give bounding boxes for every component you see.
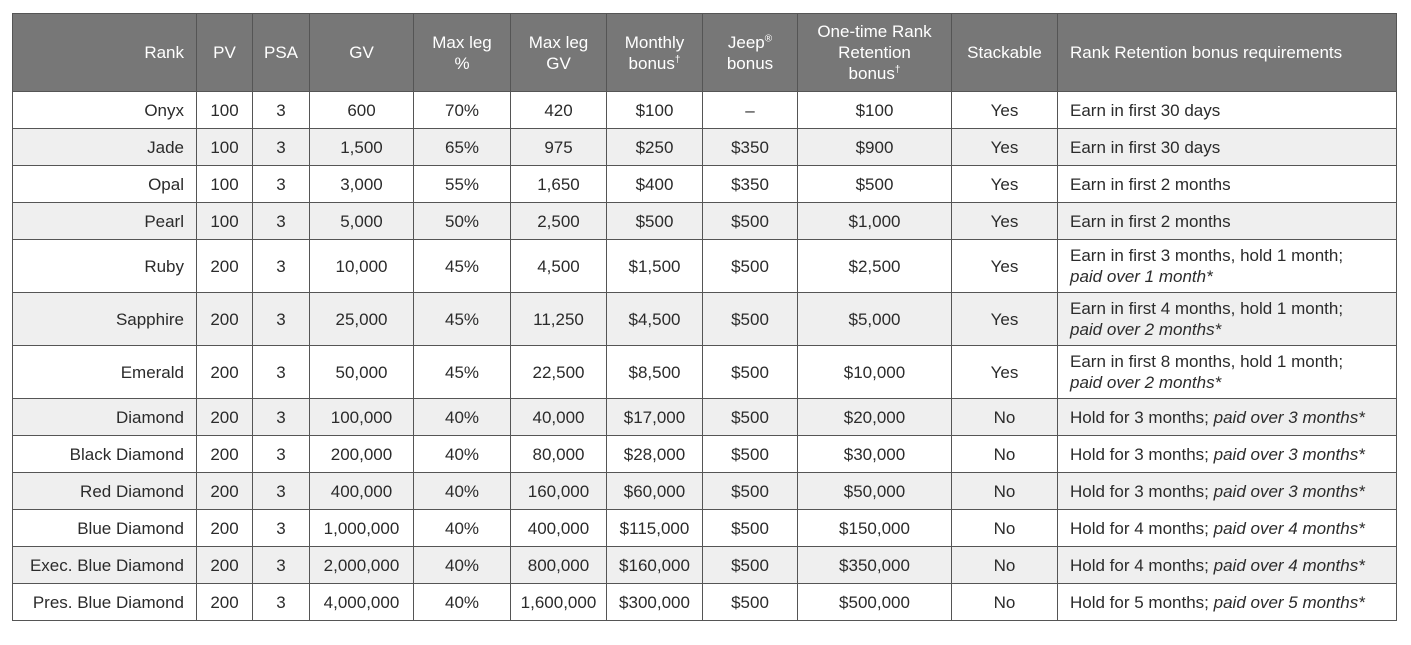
- cell-requirements: [1058, 203, 1397, 240]
- cell-max-leg-pct: 45%: [414, 293, 511, 346]
- cell-max-leg-gv: 975: [511, 129, 607, 166]
- cell-retention-bonus: $1,000: [798, 203, 952, 240]
- cell-monthly-bonus: $28,000: [607, 436, 703, 473]
- requirement-payout-note: paid over 4 months*: [1213, 555, 1365, 575]
- cell-gv: 400,000: [310, 473, 414, 510]
- cell-max-leg-gv: 2,500: [511, 203, 607, 240]
- cell-requirements: [1058, 436, 1397, 473]
- cell-requirements: [1058, 510, 1397, 547]
- requirement-text: Hold for 3 months;: [1070, 481, 1209, 501]
- requirement-text: Earn in first 30 days: [1070, 100, 1221, 120]
- cell-rank: Opal: [13, 166, 197, 203]
- cell-requirements: [1058, 399, 1397, 436]
- cell-monthly-bonus: $1,500: [607, 240, 703, 293]
- requirement-payout-note: paid over 2 months*: [1070, 373, 1222, 392]
- cell-jeep-bonus: $500: [703, 473, 798, 510]
- cell-pv: 200: [197, 399, 253, 436]
- cell-retention-bonus: $500: [798, 166, 952, 203]
- cell-stackable: Yes: [952, 293, 1058, 346]
- cell-retention-bonus: $20,000: [798, 399, 952, 436]
- requirement-text: Hold for 4 months;: [1070, 518, 1209, 538]
- table-row: [13, 129, 1397, 166]
- header-monthly-bonus: [607, 14, 703, 92]
- header-stackable-label: Stackable: [967, 43, 1042, 62]
- cell-stackable: Yes: [952, 240, 1058, 293]
- cell-max-leg-pct: 45%: [414, 346, 511, 399]
- table-header: [13, 14, 1397, 92]
- cell-requirements: [1058, 293, 1397, 346]
- cell-pv: 200: [197, 510, 253, 547]
- header-stackable: [952, 14, 1058, 92]
- table-row: [13, 293, 1397, 346]
- header-pv: [197, 14, 253, 92]
- cell-rank: Exec. Blue Diamond: [13, 547, 197, 584]
- cell-gv: 25,000: [310, 293, 414, 346]
- table-row: [13, 92, 1397, 129]
- cell-pv: 100: [197, 203, 253, 240]
- cell-monthly-bonus: $160,000: [607, 547, 703, 584]
- cell-rank: Red Diamond: [13, 473, 197, 510]
- requirement-text: Hold for 4 months;: [1070, 555, 1209, 575]
- cell-jeep-bonus: $500: [703, 436, 798, 473]
- cell-stackable: No: [952, 473, 1058, 510]
- table-row: [13, 399, 1397, 436]
- cell-gv: 10,000: [310, 240, 414, 293]
- table-body: [13, 92, 1397, 621]
- cell-requirements: [1058, 473, 1397, 510]
- cell-psa: 3: [253, 436, 310, 473]
- header-psa: [253, 14, 310, 92]
- cell-stackable: Yes: [952, 346, 1058, 399]
- cell-stackable: No: [952, 547, 1058, 584]
- cell-max-leg-gv: 1,650: [511, 166, 607, 203]
- requirement-payout-note: paid over 5 months*: [1213, 592, 1365, 612]
- cell-gv: 100,000: [310, 399, 414, 436]
- table-row: [13, 510, 1397, 547]
- cell-psa: 3: [253, 346, 310, 399]
- cell-jeep-bonus: $500: [703, 510, 798, 547]
- cell-max-leg-pct: 40%: [414, 436, 511, 473]
- header-psa-label: PSA: [263, 43, 299, 62]
- requirement-text: Earn in first 2 months: [1070, 211, 1231, 231]
- cell-max-leg-pct: 40%: [414, 547, 511, 584]
- cell-requirements: [1058, 240, 1397, 293]
- cell-monthly-bonus: $8,500: [607, 346, 703, 399]
- cell-max-leg-gv: 800,000: [511, 547, 607, 584]
- cell-pv: 200: [197, 346, 253, 399]
- cell-rank: Ruby: [13, 240, 197, 293]
- cell-jeep-bonus: $500: [703, 399, 798, 436]
- cell-requirements: [1058, 129, 1397, 166]
- header-monthly-bonus-line2: bonus: [628, 53, 675, 73]
- cell-jeep-bonus: $500: [703, 240, 798, 293]
- cell-retention-bonus: $150,000: [798, 510, 952, 547]
- requirement-payout-note: paid over 3 months*: [1213, 481, 1365, 501]
- registered-mark: ®: [764, 32, 773, 44]
- cell-psa: 3: [253, 166, 310, 203]
- cell-max-leg-gv: 22,500: [511, 346, 607, 399]
- requirement-text: Earn in first 2 months: [1070, 174, 1231, 194]
- table-row: [13, 166, 1397, 203]
- requirement-payout-note: paid over 1 month*: [1070, 267, 1213, 286]
- cell-pv: 100: [197, 92, 253, 129]
- cell-rank: Diamond: [13, 399, 197, 436]
- cell-stackable: Yes: [952, 129, 1058, 166]
- requirement-text: Hold for 5 months;: [1070, 592, 1209, 612]
- cell-pv: 200: [197, 473, 253, 510]
- cell-retention-bonus: $350,000: [798, 547, 952, 584]
- table-row: [13, 436, 1397, 473]
- requirement-text: Hold for 3 months;: [1070, 407, 1209, 427]
- cell-retention-bonus: $900: [798, 129, 952, 166]
- cell-rank: Jade: [13, 129, 197, 166]
- header-monthly-bonus-line1: Monthly: [624, 32, 685, 52]
- header-rank-label: Rank: [144, 43, 184, 62]
- cell-monthly-bonus: $500: [607, 203, 703, 240]
- header-row: [13, 14, 1397, 92]
- requirement-text: Earn in first 3 months, hold 1 month;: [1070, 246, 1344, 265]
- cell-max-leg-pct: 40%: [414, 584, 511, 621]
- cell-max-leg-gv: 80,000: [511, 436, 607, 473]
- header-max-leg-gv-line2: GV: [546, 53, 571, 73]
- cell-retention-bonus: $2,500: [798, 240, 952, 293]
- header-jeep-bonus: [703, 14, 798, 92]
- requirement-text: Earn in first 4 months, hold 1 month;: [1070, 299, 1344, 318]
- requirement-text: Earn in first 30 days: [1070, 137, 1221, 157]
- cell-rank: Pearl: [13, 203, 197, 240]
- header-jeep-bonus-line1: Jeep: [727, 32, 765, 52]
- cell-gv: 2,000,000: [310, 547, 414, 584]
- header-jeep-bonus-line2: bonus: [726, 53, 774, 73]
- cell-max-leg-gv: 4,500: [511, 240, 607, 293]
- cell-pv: 200: [197, 436, 253, 473]
- cell-stackable: No: [952, 584, 1058, 621]
- cell-pv: 100: [197, 129, 253, 166]
- table-row: [13, 240, 1397, 293]
- cell-stackable: Yes: [952, 92, 1058, 129]
- cell-pv: 200: [197, 547, 253, 584]
- cell-jeep-bonus: $500: [703, 346, 798, 399]
- header-requirements: [1058, 14, 1397, 92]
- cell-max-leg-pct: 40%: [414, 399, 511, 436]
- cell-stackable: No: [952, 436, 1058, 473]
- cell-max-leg-gv: 400,000: [511, 510, 607, 547]
- cell-rank: Pres. Blue Diamond: [13, 584, 197, 621]
- header-retention-line2: Retention: [838, 43, 911, 62]
- cell-rank: Blue Diamond: [13, 510, 197, 547]
- cell-gv: 1,000,000: [310, 510, 414, 547]
- requirement-text: Earn in first 8 months, hold 1 month;: [1070, 352, 1344, 371]
- cell-gv: 600: [310, 92, 414, 129]
- cell-requirements: [1058, 584, 1397, 621]
- cell-max-leg-gv: 1,600,000: [511, 584, 607, 621]
- table-row: [13, 473, 1397, 510]
- requirement-payout-note: paid over 3 months*: [1213, 407, 1365, 427]
- cell-retention-bonus: $5,000: [798, 293, 952, 346]
- cell-jeep-bonus: –: [703, 92, 798, 129]
- cell-requirements: [1058, 547, 1397, 584]
- cell-max-leg-pct: 45%: [414, 240, 511, 293]
- header-requirements-label: Rank Retention bonus requirements: [1070, 43, 1343, 62]
- cell-psa: 3: [253, 510, 310, 547]
- cell-max-leg-pct: 70%: [414, 92, 511, 129]
- cell-psa: 3: [253, 129, 310, 166]
- cell-psa: 3: [253, 240, 310, 293]
- cell-pv: 100: [197, 166, 253, 203]
- header-gv-label: GV: [349, 43, 374, 62]
- cell-monthly-bonus: $250: [607, 129, 703, 166]
- cell-max-leg-pct: 40%: [414, 510, 511, 547]
- cell-psa: 3: [253, 92, 310, 129]
- cell-stackable: Yes: [952, 203, 1058, 240]
- table-row: [13, 584, 1397, 621]
- cell-jeep-bonus: $500: [703, 203, 798, 240]
- cell-max-leg-gv: 160,000: [511, 473, 607, 510]
- cell-max-leg-pct: 40%: [414, 473, 511, 510]
- requirement-payout-note: paid over 3 months*: [1213, 444, 1365, 464]
- cell-psa: 3: [253, 293, 310, 346]
- cell-monthly-bonus: $17,000: [607, 399, 703, 436]
- cell-monthly-bonus: $400: [607, 166, 703, 203]
- cell-psa: 3: [253, 584, 310, 621]
- header-max-leg-pct-line1: Max leg: [432, 32, 492, 52]
- rank-table: [12, 13, 1397, 621]
- cell-psa: 3: [253, 473, 310, 510]
- dagger-mark: †: [674, 53, 681, 65]
- cell-jeep-bonus: $500: [703, 547, 798, 584]
- cell-psa: 3: [253, 203, 310, 240]
- header-max-leg-gv-line1: Max leg: [528, 32, 589, 52]
- cell-pv: 200: [197, 584, 253, 621]
- cell-rank: Emerald: [13, 346, 197, 399]
- requirement-payout-note: paid over 2 months*: [1070, 320, 1222, 339]
- header-max-leg-pct-line2: %: [454, 53, 470, 73]
- cell-jeep-bonus: $350: [703, 129, 798, 166]
- cell-gv: 1,500: [310, 129, 414, 166]
- cell-max-leg-pct: 55%: [414, 166, 511, 203]
- cell-pv: 200: [197, 293, 253, 346]
- header-retention-line3: bonus: [848, 64, 895, 83]
- cell-retention-bonus: $50,000: [798, 473, 952, 510]
- cell-rank: Black Diamond: [13, 436, 197, 473]
- cell-monthly-bonus: $300,000: [607, 584, 703, 621]
- cell-psa: 3: [253, 399, 310, 436]
- cell-max-leg-pct: 50%: [414, 203, 511, 240]
- cell-stackable: No: [952, 399, 1058, 436]
- cell-retention-bonus: $10,000: [798, 346, 952, 399]
- cell-monthly-bonus: $4,500: [607, 293, 703, 346]
- cell-stackable: Yes: [952, 166, 1058, 203]
- header-retention-line1: One-time Rank: [817, 22, 932, 41]
- table-row: [13, 203, 1397, 240]
- cell-max-leg-gv: 11,250: [511, 293, 607, 346]
- cell-requirements: [1058, 346, 1397, 399]
- cell-gv: 3,000: [310, 166, 414, 203]
- cell-jeep-bonus: $500: [703, 293, 798, 346]
- cell-rank: Sapphire: [13, 293, 197, 346]
- cell-monthly-bonus: $115,000: [607, 510, 703, 547]
- header-pv-label: PV: [213, 43, 236, 62]
- cell-gv: 200,000: [310, 436, 414, 473]
- header-retention-bonus: [798, 14, 952, 92]
- cell-retention-bonus: $30,000: [798, 436, 952, 473]
- cell-gv: 5,000: [310, 203, 414, 240]
- cell-jeep-bonus: $350: [703, 166, 798, 203]
- cell-stackable: No: [952, 510, 1058, 547]
- cell-retention-bonus: $100: [798, 92, 952, 129]
- cell-max-leg-gv: 40,000: [511, 399, 607, 436]
- header-max-leg-gv: [511, 14, 607, 92]
- cell-requirements: [1058, 92, 1397, 129]
- cell-gv: 50,000: [310, 346, 414, 399]
- requirement-text: Hold for 3 months;: [1070, 444, 1209, 464]
- header-gv: [310, 14, 414, 92]
- cell-max-leg-gv: 420: [511, 92, 607, 129]
- requirement-payout-note: paid over 4 months*: [1213, 518, 1365, 538]
- cell-monthly-bonus: $100: [607, 92, 703, 129]
- cell-pv: 200: [197, 240, 253, 293]
- cell-max-leg-pct: 65%: [414, 129, 511, 166]
- cell-monthly-bonus: $60,000: [607, 473, 703, 510]
- cell-rank: Onyx: [13, 92, 197, 129]
- header-rank: [13, 14, 197, 92]
- dagger-mark: †: [894, 64, 901, 76]
- cell-requirements: [1058, 166, 1397, 203]
- header-max-leg-pct: [414, 14, 511, 92]
- cell-retention-bonus: $500,000: [798, 584, 952, 621]
- table-row: [13, 346, 1397, 399]
- table-row: [13, 547, 1397, 584]
- cell-gv: 4,000,000: [310, 584, 414, 621]
- cell-psa: 3: [253, 547, 310, 584]
- cell-jeep-bonus: $500: [703, 584, 798, 621]
